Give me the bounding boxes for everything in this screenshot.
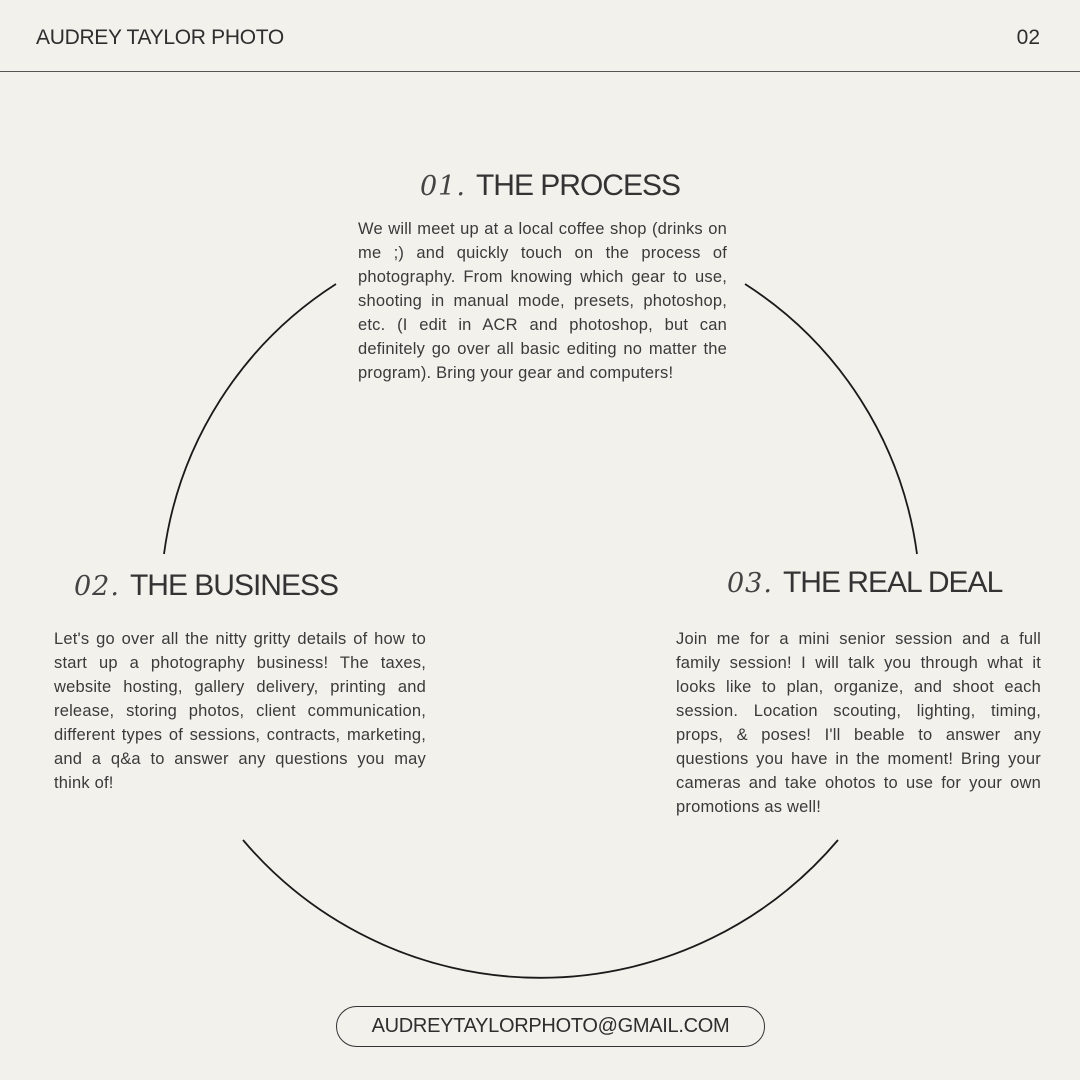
section-2-number: 02. <box>74 571 120 602</box>
section-3-heading <box>727 566 1002 600</box>
section-1-body: We will meet up at a local coffee shop (drinks on me ;) and quickly touch on the process of photography. From knowing which gear to use, shooting in manual mode, presets, photoshop, etc. (I edit in ACR and photoshop, but can definitely go over all basic editing no matter the program). Bring your gear and computers! <box>358 220 727 382</box>
page-number: 02 <box>1016 26 1040 49</box>
section-1-heading <box>420 169 680 203</box>
arc-left <box>164 284 336 554</box>
section-3-title: THE REAL DEAL <box>782 566 1003 599</box>
section-1-number: 01. <box>420 171 466 202</box>
email-contact-link[interactable] <box>336 1006 765 1047</box>
section-2-heading <box>74 569 338 603</box>
section-2-title: THE BUSINESS <box>129 569 339 602</box>
email-address: AUDREYTAYLORPHOTO@GMAIL.COM <box>371 1015 730 1037</box>
section-3-number: 03. <box>727 568 773 599</box>
arc-right <box>745 284 917 554</box>
brand-name: AUDREY TAYLOR PHOTO <box>36 26 284 49</box>
section-1-title: THE PROCESS <box>475 169 680 202</box>
section-2-body: Let's go over all the nitty gritty details of how to start up a photography business! The taxes, website hosting, gallery delivery, printing and release, storing photos, client communication, different types of sessions, contracts, marketing, and a q&a to answer any questions you may think of! <box>54 630 426 792</box>
arc-bottom <box>243 840 838 978</box>
section-3-body: Join me for a mini senior session and a full family session! I will talk you through what it looks like to plan, organize, and shoot each session. Location scouting, lighting, timing, props, & poses! I'll beable to answer any questions you have in the moment! Bring your cameras and take ohotos to use for your own promotions as well! <box>676 630 1041 816</box>
